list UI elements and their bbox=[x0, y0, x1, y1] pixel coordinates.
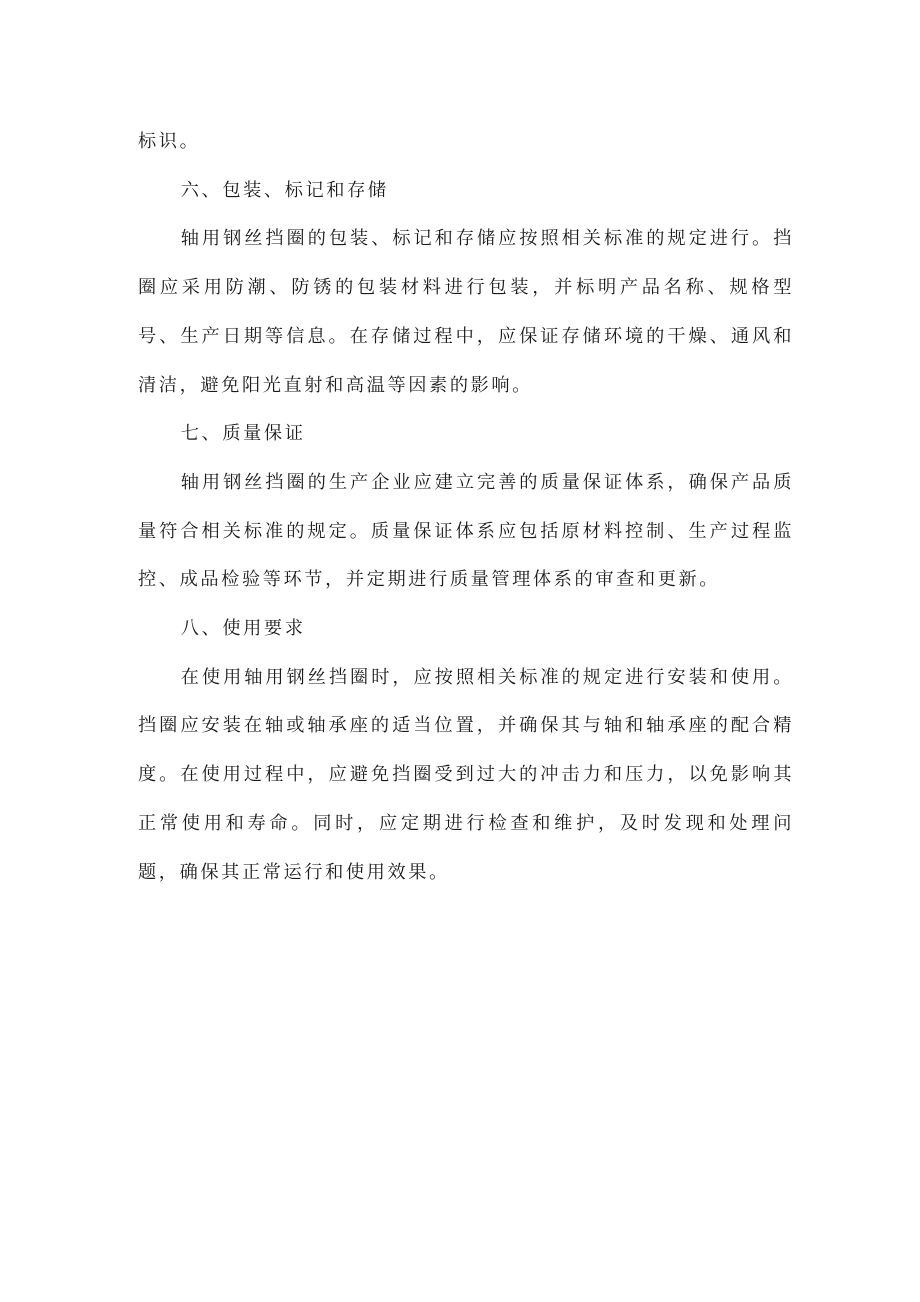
paragraph-packaging: 轴用钢丝挡圈的包装、标记和存储应按照相关标准的规定进行。挡圈应采用防潮、防锈的包装材料进行包装，并标明产品名称、规格型号、生产日期等信息。在存储过程中，应保证存储环境的干燥、通风和清洁，避免阳光直射和高温等因素的影响。 bbox=[138, 228, 794, 396]
section-heading-usage: 八、使用要求 bbox=[180, 618, 306, 640]
paragraph-usage: 在使用轴用钢丝挡圈时，应按照相关标准的规定进行安装和使用。挡圈应安装在轴或轴承座的适当位置，并确保其与轴和轴承座的配合精度。在使用过程中，应避免挡圈受到过大的冲击力和压力，以免影响其正常使用和寿命。同时，应定期进行检查和维护，及时发现和处理问题，确保其正常运行和使用效果。 bbox=[138, 666, 794, 883]
paragraph-continuation: 标识。 bbox=[138, 131, 201, 152]
paragraph-quality: 轴用钢丝挡圈的生产企业应建立完善的质量保证体系，确保产品质量符合相关标准的规定。质量保证体系应包括原材料控制、生产过程监控、成品检验等环节，并定期进行质量管理体系的审查和更新。 bbox=[138, 471, 794, 591]
document-body bbox=[138, 118, 794, 897]
section-heading-packaging: 六、包装、标记和存储 bbox=[180, 179, 389, 201]
section-heading-quality: 七、质量保证 bbox=[180, 423, 306, 445]
